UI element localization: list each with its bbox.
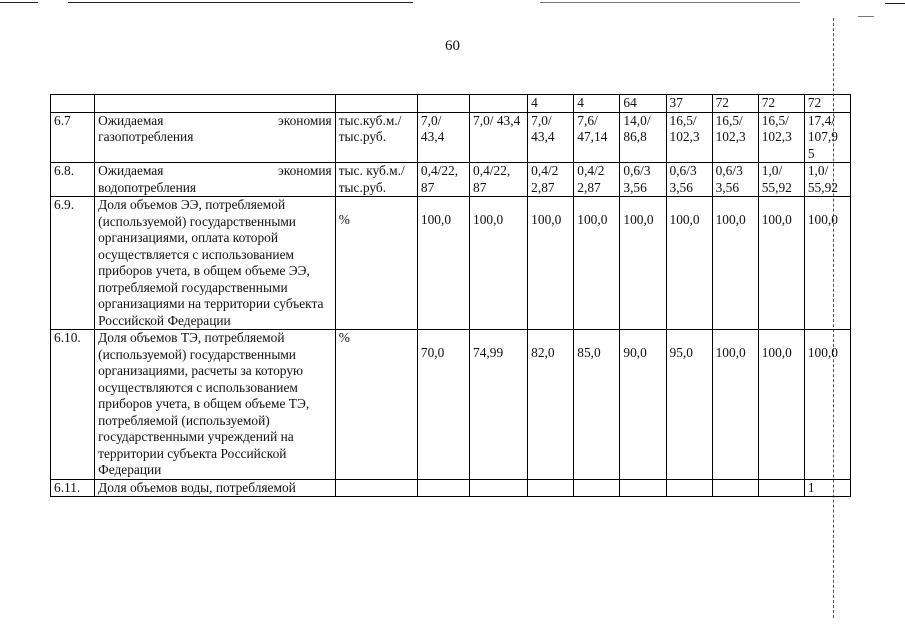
value-cell (666, 330, 712, 480)
header-cell (470, 95, 528, 113)
value-cell: 14,0/ 86,8 (620, 112, 666, 163)
row-number: 6.8. (51, 163, 95, 197)
header-cell: 72 (758, 95, 804, 113)
value-cell (758, 479, 804, 497)
value-text: 100,0 (473, 212, 504, 227)
value-text: 90,0 (623, 345, 647, 360)
header-cell (95, 95, 336, 113)
value-text: 100,0 (577, 212, 608, 227)
value-cell: 7,0/ 43,4 (417, 112, 469, 163)
value-cell: 1 (804, 479, 850, 497)
value-cell (470, 479, 528, 497)
header-row (51, 95, 851, 113)
value-cell (804, 197, 850, 330)
value-cell (528, 330, 574, 480)
value-cell (417, 330, 469, 480)
row-description-line2: газопотребления (98, 129, 194, 144)
scan-artifact-top-left (0, 2, 38, 3)
value-text: 100,0 (761, 212, 792, 227)
row-description-line1: Ожидаемая экономия (98, 112, 332, 128)
value-text: 85,0 (577, 345, 601, 360)
table-row-6-8 (51, 163, 851, 197)
value-cell (712, 479, 758, 497)
value-cell (574, 197, 620, 330)
value-cell: 1,0/ 55,92 (758, 163, 804, 197)
header-cell: 37 (666, 95, 712, 113)
row-number: 6.11. (51, 479, 95, 497)
row-unit (335, 479, 417, 497)
value-text: 100,0 (715, 212, 746, 227)
row-unit-text: % (338, 212, 350, 227)
value-cell: 7,0/ 43,4 (528, 112, 574, 163)
row-number: 6.7 (51, 112, 95, 163)
table-row-6-11 (51, 479, 851, 497)
value-cell (620, 197, 666, 330)
indicators-table (50, 94, 851, 497)
value-cell: 0,4/2 2,87 (528, 163, 574, 197)
value-cell (574, 479, 620, 497)
value-text: 100,0 (807, 212, 838, 227)
header-cell: 72 (712, 95, 758, 113)
value-cell: 16,5/ 102,3 (758, 112, 804, 163)
row-description-line2: водопотребления (98, 179, 197, 195)
row-number: 6.10. (51, 330, 95, 480)
value-cell (528, 197, 574, 330)
value-text: 70,0 (420, 345, 445, 360)
header-cell (51, 95, 95, 113)
table-row-6-9 (51, 197, 851, 330)
value-cell (620, 330, 666, 480)
value-cell (712, 197, 758, 330)
value-cell (470, 197, 528, 330)
row-unit (335, 197, 417, 330)
value-text: 82,0 (531, 345, 555, 360)
value-cell: 0,6/3 3,56 (712, 163, 758, 197)
value-text: 100,0 (531, 212, 562, 227)
scan-artifact-top-far-right (858, 16, 874, 17)
value-cell (417, 197, 469, 330)
scan-artifact-top-corner (885, 3, 905, 4)
scan-artifact-top-left-2 (68, 2, 413, 3)
value-cell (470, 330, 528, 480)
value-text: 74,99 (473, 345, 504, 360)
value-cell (417, 479, 469, 497)
header-cell: 72 (804, 95, 850, 113)
value-cell: 0,6/3 3,56 (620, 163, 666, 197)
header-cell (417, 95, 469, 113)
value-cell: 0,4/22, 87 (417, 163, 469, 197)
value-cell (528, 479, 574, 497)
value-text: 100,0 (623, 212, 654, 227)
value-cell: 16,5/ 102,3 (666, 112, 712, 163)
value-text: 95,0 (669, 345, 693, 360)
page-number: 60 (445, 38, 460, 54)
row-unit: тыс. куб.м./ тыс.руб. (335, 163, 417, 197)
value-cell: 1,0/ 55,92 (804, 163, 850, 197)
value-cell: 17,4/ 107,9 5 (804, 112, 850, 163)
row-description (95, 163, 336, 197)
value-cell: 7,0/ 43,4 (470, 112, 528, 163)
value-cell (804, 330, 850, 480)
row-number: 6.9. (51, 197, 95, 330)
row-description (95, 112, 336, 163)
value-cell: 7,6/ 47,14 (574, 112, 620, 163)
value-cell: 0,4/22, 87 (470, 163, 528, 197)
table-row-6-7 (51, 112, 851, 163)
table-row-6-10 (51, 330, 851, 480)
value-cell (620, 479, 666, 497)
value-cell (758, 330, 804, 480)
value-cell: 0,6/3 3,56 (666, 163, 712, 197)
header-cell: 4 (574, 95, 620, 113)
row-description: Доля объемов ТЭ, потребляемой (используемой) государственными организациями, расчеты за которую осуществляются с использованием приборов учета, в общем объеме ТЭ, потребляемой (используемой) государственными учреждений на территории субъекта Российской Федерации (95, 330, 336, 480)
value-cell (758, 197, 804, 330)
row-unit: тыс.куб.м./ тыс.руб. (335, 112, 417, 163)
header-cell (335, 95, 417, 113)
value-cell (666, 479, 712, 497)
value-cell: 0,4/2 2,87 (574, 163, 620, 197)
value-text: 100,0 (420, 212, 452, 227)
row-description: Доля объемов ЭЭ, потребляемой (используемой) государственными организациями, оплата которой осуществляется с использованием приборов учета, в общем объеме ЭЭ, потребляемой государственными организациями на территории субъекта Российской Федерации (95, 197, 336, 330)
value-cell (574, 330, 620, 480)
value-text: 100,0 (761, 345, 792, 360)
header-cell: 64 (620, 95, 666, 113)
value-cell (712, 330, 758, 480)
value-text: 100,0 (807, 345, 838, 360)
row-unit: % (335, 330, 417, 480)
row-description-line1: Ожидаемая экономия (98, 163, 332, 178)
row-description: Доля объемов воды, потребляемой (95, 479, 336, 497)
value-text: 100,0 (669, 212, 700, 227)
header-cell: 4 (528, 95, 574, 113)
value-cell: 16,5/ 102,3 (712, 112, 758, 163)
scan-artifact-top-right (540, 2, 800, 3)
value-text: 100,0 (715, 345, 746, 360)
value-cell (666, 197, 712, 330)
